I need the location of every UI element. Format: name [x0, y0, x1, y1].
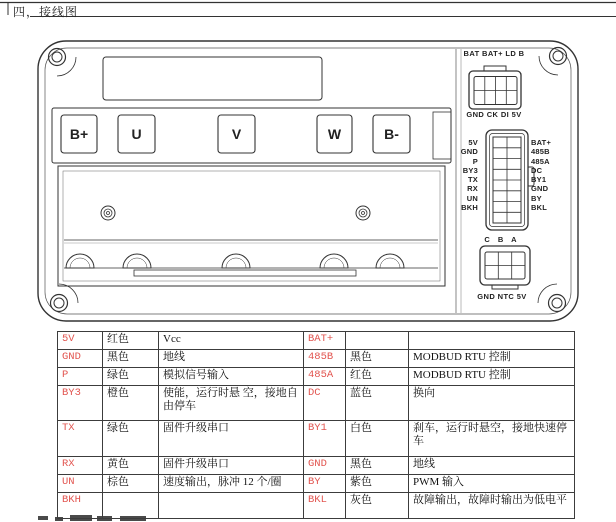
table-row [58, 493, 575, 519]
pin-label: UN [466, 193, 478, 203]
connector-6pin [480, 246, 530, 289]
function-cell: 固件升级串口 [159, 421, 304, 457]
function-cell: 换向 [409, 386, 575, 421]
function-cell: 地线 [409, 457, 575, 475]
color-cell: 紫色 [346, 475, 409, 493]
function-cell: 地线 [159, 350, 304, 368]
terminal-b-minus: B- [384, 126, 399, 142]
table-row [58, 421, 575, 457]
pin-cell: 485B [304, 350, 346, 368]
function-cell: MODBUD RTU 控制 [409, 350, 575, 368]
terminal-u: U [131, 126, 142, 142]
function-cell: 速度输出，脉冲 12 个/圈 [159, 475, 304, 493]
function-cell: 刹车，运行时悬空，接地快速停车 [409, 421, 575, 457]
pin-label: GND [531, 184, 549, 194]
connector-top-label-above: BAT BAT+ LD B [463, 49, 525, 58]
connector-bottom-label-above: C B A [484, 235, 520, 244]
pin-label: BY3 [462, 165, 478, 175]
color-cell: 黑色 [346, 457, 409, 475]
pin-label: BAT+ [531, 138, 552, 147]
color-cell: 黄色 [103, 457, 159, 475]
function-cell: 故障输出，故障时输出为低电平 [409, 493, 575, 519]
terminal-w: W [327, 126, 342, 142]
connector-8pin [469, 66, 521, 109]
pin-label: DC [531, 165, 543, 175]
table-row [58, 475, 575, 493]
function-cell: MODBUD RTU 控制 [409, 368, 575, 386]
pin-label: P [472, 156, 478, 166]
pin-cell: 5V [58, 332, 103, 350]
color-cell: 黑色 [346, 350, 409, 368]
bottom-bar [134, 270, 356, 276]
pin-label: 5V [468, 138, 478, 147]
pin-cell: 485A [304, 368, 346, 386]
connector-16pin [486, 130, 534, 230]
color-cell: 灰色 [346, 493, 409, 519]
pin-label: 485B [531, 147, 550, 157]
pin-cell: UN [58, 475, 103, 493]
table-row [58, 332, 575, 350]
color-cell: 棕色 [103, 475, 159, 493]
pin-label: BY1 [531, 175, 547, 185]
pin-cell: P [58, 368, 103, 386]
color-cell: 橙色 [103, 386, 159, 421]
pin-cell: DC [304, 386, 346, 421]
color-cell [103, 493, 159, 519]
pin-cell: RX [58, 457, 103, 475]
pin-label: 485A [531, 156, 550, 166]
pin-label: RX [467, 184, 478, 194]
function-cell: Vcc [159, 332, 304, 350]
color-cell [346, 332, 409, 350]
pin-label: BKH [461, 202, 478, 212]
function-cell: 模拟信号输入 [159, 368, 304, 386]
pin-function-table [57, 331, 575, 519]
color-cell: 绿色 [103, 368, 159, 386]
pin-label: GND [460, 147, 478, 157]
pin-label: BKL [531, 202, 548, 212]
function-cell [409, 332, 575, 350]
pin-cell: GND [58, 350, 103, 368]
pin-label: BY [531, 193, 542, 203]
section-title: 四，接线图 [13, 5, 79, 19]
function-cell: PWM 输入 [409, 475, 575, 493]
connector-middle-right-pins [531, 138, 575, 212]
table-row [58, 368, 575, 386]
table-row [58, 350, 575, 368]
color-cell: 蓝色 [346, 386, 409, 421]
color-cell: 白色 [346, 421, 409, 457]
pin-cell: GND [304, 457, 346, 475]
table-row [58, 457, 575, 475]
pin-cell: BY [304, 475, 346, 493]
color-cell: 绿色 [103, 421, 159, 457]
connector-bottom-label-below: GND NTC 5V [477, 292, 527, 301]
terminal-b-plus: B+ [69, 126, 89, 142]
pin-cell: BY1 [304, 421, 346, 457]
pin-cell: BAT+ [304, 332, 346, 350]
connector-middle-left-pins [436, 138, 478, 212]
function-cell: 使能，运行时悬 空，接地自由停车 [159, 386, 304, 421]
pin-cell: BKH [58, 493, 103, 519]
color-cell: 黑色 [103, 350, 159, 368]
table-row [58, 386, 575, 421]
pin-cell: TX [58, 421, 103, 457]
connector-top-label-below: GND CK DI 5V [466, 110, 522, 119]
function-cell [159, 493, 304, 519]
terminal-v: V [231, 126, 242, 142]
pin-label: TX [468, 175, 478, 185]
function-cell: 固件升级串口 [159, 457, 304, 475]
pin-cell: BY3 [58, 386, 103, 421]
color-cell: 红色 [103, 332, 159, 350]
color-cell: 红色 [346, 368, 409, 386]
pin-cell: BKL [304, 493, 346, 519]
